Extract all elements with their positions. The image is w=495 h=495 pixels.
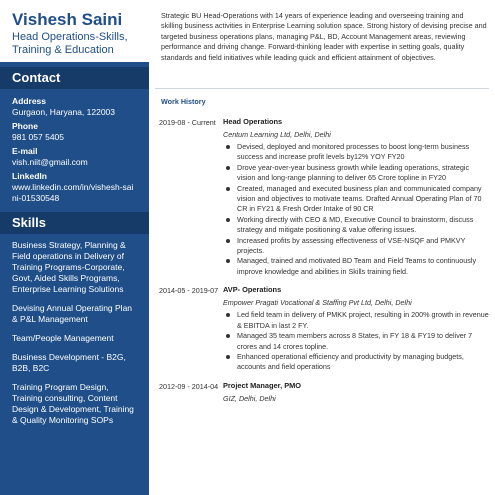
name-block xyxy=(0,0,149,62)
job-dates: 2014-05 - 2019-07 xyxy=(159,286,219,296)
job-company: Empower Pragati Vocational & Staffing Pvt Ltd, Delhi, Delhi xyxy=(223,298,412,308)
job-entry xyxy=(149,277,495,372)
job-entry xyxy=(149,109,495,277)
job-dates: 2019-08 - Current xyxy=(159,118,216,127)
job-bullet: Created, managed and executed business plan and communicated company vision and objectives to motivate teams. Drafted Annual Operating Plan of 70 CR in FY21 & Fresh Order Intake of 90 CR xyxy=(223,184,489,215)
candidate-name: Vishesh Saini xyxy=(12,10,123,29)
job-title: Head Operations xyxy=(223,117,283,126)
job-company: Centum Learning Ltd, Delhi, Delhi xyxy=(223,130,331,139)
phone-label: Phone xyxy=(12,121,38,131)
contact-section xyxy=(0,89,149,204)
sidebar xyxy=(0,0,149,495)
job-bullet: Led field team in delivery of PMKK project, resulting in 200% growth in revenue & EBITDA in last 2 FY. xyxy=(223,310,489,331)
job-entry xyxy=(149,373,495,404)
skills-section xyxy=(0,234,149,426)
job-bullet: Drove year-over-year business growth while leading operations, strategic vision and long-range planning to deliver 65 Crore topline in FY20 xyxy=(223,163,489,184)
linkedin-value: www.linkedin.com/in/vishesh-saini-01530548 xyxy=(12,182,134,203)
address-label: Address xyxy=(12,96,47,106)
professional-summary: Strategic BU Head-Operations with 14 years of experience leading and overseeing training and skilling business activities in Enterprise Learning solution space. Strong history of devising precise and targeted business operations plans, managing P&L, BD, Account Management areas, reviewing performance and driving change. Forward-thinking leader with expertise in setting goals, quality standards and field initiatives while leading quick and efficient attainment of objectives. xyxy=(161,11,487,62)
job-details xyxy=(223,285,489,372)
job-bullet: Managed 35 team members across 8 States, in FY 18 & FY19 to deliver 7 crores and 14 crores topline. xyxy=(223,331,489,352)
linkedin-label: LinkedIn xyxy=(12,171,47,181)
job-dates: 2012-09 - 2014-04 xyxy=(159,381,219,391)
job-title: AVP- Operations xyxy=(223,285,282,295)
job-bullet: Managed, trained and motivated BD Team and Field Teams to continuously improve knowledge and abilities in Skills training field. xyxy=(223,256,489,277)
skill-item: Team/People Management xyxy=(12,333,114,343)
skill-item: Training Program Design, Training consulting, Content Design & Development, Training & Quality Monitoring SOPs xyxy=(12,382,134,425)
job-details xyxy=(223,381,489,404)
skill-item: Business Strategy, Planning & Field operations in Delivery of Training Programs-Corporate, Govt, Aided Skills Programs, Enterprise Learning Solutions xyxy=(12,240,126,294)
phone-value: 981 057 5405 xyxy=(12,132,64,142)
main-content xyxy=(149,0,495,495)
job-bullets xyxy=(223,142,489,277)
work-history-heading: Work History xyxy=(161,97,206,106)
skill-item: Business Development - B2G, B2B, B2C xyxy=(12,352,126,373)
job-details xyxy=(223,117,489,277)
job-bullet: Devised, deployed and monitored processes to boost long-term business success and increase profit levels by12% YOY FY20 xyxy=(223,142,489,163)
candidate-role: Head Operations-Skills, Training & Education xyxy=(12,31,128,56)
job-bullets xyxy=(223,310,489,372)
job-bullet: Working directly with CEO & MD, Executive Council to brainstorm, discuss strategy and mitigate positioning & value offering issues. xyxy=(223,215,489,236)
skill-item: Devising Annual Operating Plan & P&L Management xyxy=(12,303,133,324)
job-bullet: Enhanced operational efficiency and productivity by managing budgets, accounts and field operations xyxy=(223,352,489,373)
job-company: GIZ, Delhi, Delhi xyxy=(223,393,276,403)
skills-heading: Skills xyxy=(0,212,149,234)
job-bullet: Increased profits by assessing effectiveness of VSE-NSQF and PMKVY projects. xyxy=(223,236,489,257)
contact-heading: Contact xyxy=(0,67,149,89)
email-label: E-mail xyxy=(12,146,38,156)
email-value: vish.niit@gmail.com xyxy=(12,157,88,167)
job-title: Project Manager, PMO xyxy=(223,380,302,390)
address-value: Gurgaon, Haryana, 122003 xyxy=(12,107,116,117)
